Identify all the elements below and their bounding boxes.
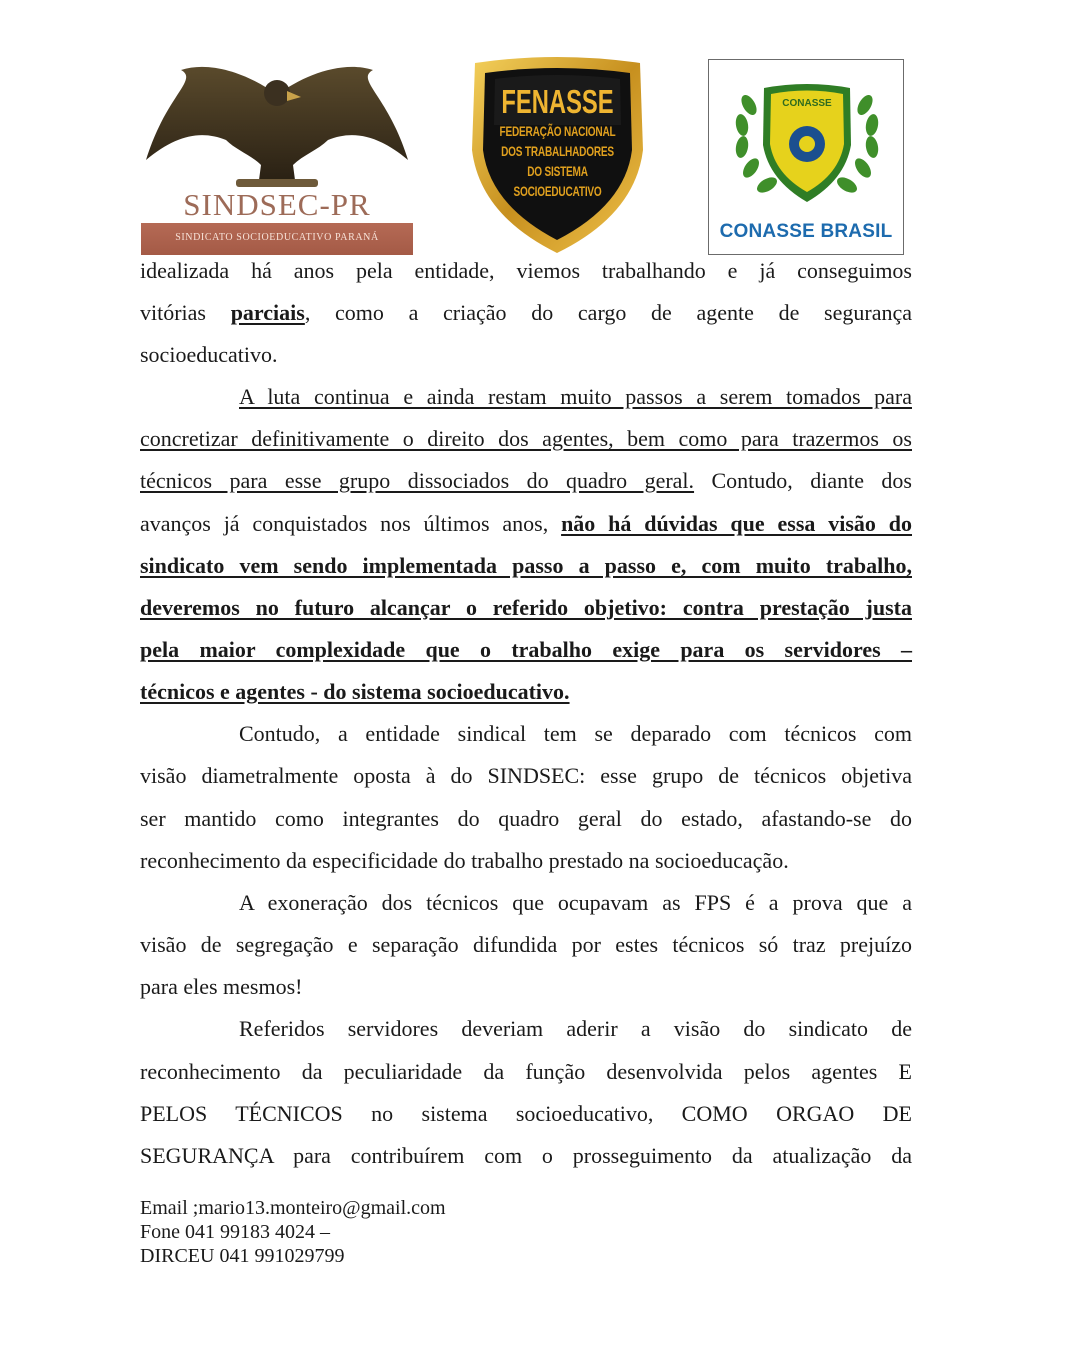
- fenasse-name: FENASSE: [501, 83, 614, 120]
- sindsec-logo: [141, 55, 413, 255]
- text-line: para eles mesmos!: [140, 974, 303, 999]
- conasse-badge-text: CONASSE: [782, 98, 832, 109]
- fenasse-line: FEDERAÇÃO NACIONAL: [499, 123, 616, 139]
- text-line: deveremos no futuro alcançar o referido objetivo: contra prestação justa: [140, 595, 912, 620]
- laurel-shield-icon: [709, 60, 905, 220]
- text-line: SEGURANÇA para contribuírem com o prosseguimento da atualização da: [140, 1143, 912, 1168]
- text-line: pela maior complexidade que o trabalho exige para os servidores –: [140, 637, 912, 662]
- eagle-icon: [141, 55, 413, 195]
- text-span: vitórias: [140, 300, 231, 325]
- fenasse-line: SOCIOEDUCATIVO: [513, 183, 602, 199]
- text-line: idealizada há anos pela entidade, viemos trabalhando e já conseguimos: [140, 258, 912, 283]
- emphasis-parciais: parciais: [230, 300, 305, 325]
- text-line: [140, 510, 912, 538]
- sindsec-banner: [141, 223, 413, 255]
- text-span: Contudo, diante dos: [694, 468, 912, 493]
- text-line: visão de segregação e separação difundida por estes técnicos só traz prejuízo: [140, 932, 912, 957]
- fenasse-line: DOS TRABALHADORES: [501, 143, 614, 159]
- fenasse-line: DO SISTEMA: [527, 163, 588, 179]
- text-span: não há dúvidas que essa visão do: [561, 511, 912, 536]
- text-line: PELOS TÉCNICOS no sistema socioeducativo, COMO ORGAO DE: [140, 1101, 912, 1126]
- text-span: avanços já conquistados nos últimos anos,: [140, 511, 562, 536]
- fenasse-logo: [465, 55, 650, 255]
- text-line: ser mantido como integrantes do quadro geral do estado, afastando-se do: [140, 806, 912, 831]
- text-line: Contudo, a entidade sindical tem se deparado com técnicos com: [239, 721, 912, 746]
- text-line: técnicos e agentes - do sistema socioeducativo.: [140, 679, 570, 704]
- sindsec-name: SINDSEC-PR: [183, 187, 371, 222]
- text-line: reconhecimento da peculiaridade da função desenvolvida pelos agentes E: [140, 1059, 912, 1084]
- text-line: A exoneração dos técnicos que ocupavam as FPS é a prova que a: [239, 890, 912, 915]
- footer-dirceu-phone: DIRCEU 041 991029799: [140, 1245, 345, 1267]
- text-line: [140, 299, 912, 327]
- text-line: concretizar definitivamente o direito dos agentes, bem como para trazermos os: [140, 426, 912, 451]
- text-line: visão diametralmente oposta à do SINDSEC: esse grupo de técnicos objetiva: [140, 763, 912, 788]
- text-line: reconhecimento da especificidade do trabalho prestado na socioeducação.: [140, 848, 789, 873]
- text-line: [140, 467, 912, 495]
- footer-email: Email ;mario13.monteiro@gmail.com: [140, 1197, 446, 1219]
- text-span: técnicos para esse grupo dissociados do quadro geral.: [140, 468, 695, 493]
- text-line: A luta continua e ainda restam muito passos a serem tomados para: [239, 384, 912, 409]
- text-line: Referidos servidores deveriam aderir a visão do sindicato de: [239, 1016, 912, 1041]
- text-span: , como a criação do cargo de agente de segurança: [304, 300, 912, 325]
- footer-phone: Fone 041 99183 4024 –: [140, 1221, 330, 1243]
- text-line: socioeducativo.: [140, 342, 278, 367]
- text-line: sindicato vem sendo implementada passo a passo e, com muito trabalho,: [140, 553, 912, 578]
- conasse-caption: CONASSE BRASIL: [719, 221, 893, 242]
- sindsec-subtitle: SINDICATO SOCIOEDUCATIVO PARANÁ: [175, 232, 379, 243]
- conasse-logo: [708, 59, 904, 255]
